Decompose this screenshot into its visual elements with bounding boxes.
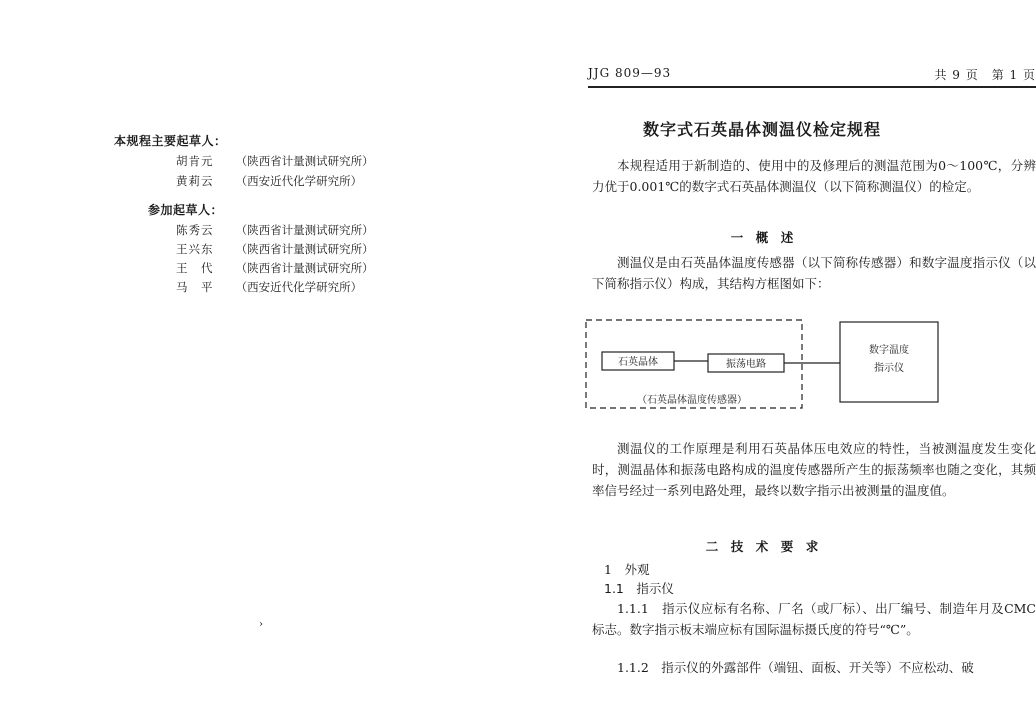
drafter-name: 黄莉云: [176, 174, 214, 188]
drafter-row: [176, 260, 374, 276]
drafter-row: [176, 241, 374, 257]
drafter-name: 王兴东: [176, 242, 214, 256]
principle-paragraph: 测温仪的工作原理是利用石英晶体压电效应的特性，当被测温度发生变化时，测温晶体和振荡电路构成的温度传感器所产生的振荡频率也随之变化，其频率信号经过一系列电路处理，最终以数字指示出被测量的温度值。: [592, 441, 1036, 498]
page-title: 数字式石英晶体测温仪检定规程: [642, 120, 881, 139]
item-1-1-1-paragraph: 1.1.1 指示仪应标有名称、厂名（或厂标）、出厂编号、制造年月及CMC标志。数字指示板末端应标有国际温标摄氏度的符号“℃”。: [592, 601, 1036, 637]
drafter-name: 陈秀云: [176, 223, 214, 237]
drafter-org: （陕西省计量测试研究所）: [235, 223, 374, 237]
intro-paragraph: 本规程适用于新制造的、使用中的及修理后的测温范围为0～100℃，分辨力优于0.001℃的数字式石英晶体测温仪（以下简称测温仪）的检定。: [592, 158, 1036, 194]
drafter-org: （西安近代化学研究所）: [235, 174, 363, 188]
structure-block-diagram: [584, 316, 944, 414]
indicator-label-line2: 指示仪: [874, 363, 904, 374]
main-drafters-heading: 本规程主要起草人：: [114, 134, 227, 148]
drafter-row: [176, 279, 362, 295]
drafter-org: （西安近代化学研究所）: [235, 280, 363, 294]
standard-code: JJG 809—93: [588, 66, 672, 80]
item-1-1-heading: 1.1 指示仪: [604, 581, 674, 596]
left-page: [0, 0, 500, 724]
drafter-row: [176, 173, 362, 189]
item-1-1-2-paragraph: 1.1.2 指示仪的外露部件（端钮、面板、开关等）不应松动、破: [617, 660, 974, 675]
drafter-name: 马 平: [176, 280, 214, 294]
participating-drafters-heading: 参加起草人：: [148, 203, 224, 217]
drafter-name: 胡肯元: [176, 154, 214, 168]
page-header: [588, 60, 1036, 88]
overview-paragraph: 测温仪是由石英晶体温度传感器（以下简称传感器）和数字温度指示仪（以下简称指示仪）构成，其结构方框图如下：: [592, 255, 1036, 291]
page-number: 共 9 页 第 1 页: [934, 68, 1036, 82]
drafter-org: （陕西省计量测试研究所）: [235, 154, 374, 168]
section-2-heading: 二 技 术 要 求: [705, 539, 819, 554]
drafter-row: [176, 153, 374, 169]
drafter-name: 王 代: [176, 261, 214, 275]
oscillator-label: 振荡电路: [726, 359, 766, 370]
crystal-label: 石英晶体: [618, 357, 658, 368]
stray-mark: ›: [259, 619, 263, 630]
indicator-label-line1: 数字温度: [869, 345, 909, 356]
item-1-heading: 1 外观: [604, 562, 650, 577]
indicator-box: [840, 322, 938, 402]
sensor-label: （石英晶体温度传感器）: [637, 395, 747, 406]
drafter-org: （陕西省计量测试研究所）: [235, 242, 374, 256]
drafter-org: （陕西省计量测试研究所）: [235, 261, 374, 275]
drafter-row: [176, 222, 374, 238]
section-1-heading: 一 概 述: [730, 230, 794, 245]
right-page: [500, 0, 1036, 724]
